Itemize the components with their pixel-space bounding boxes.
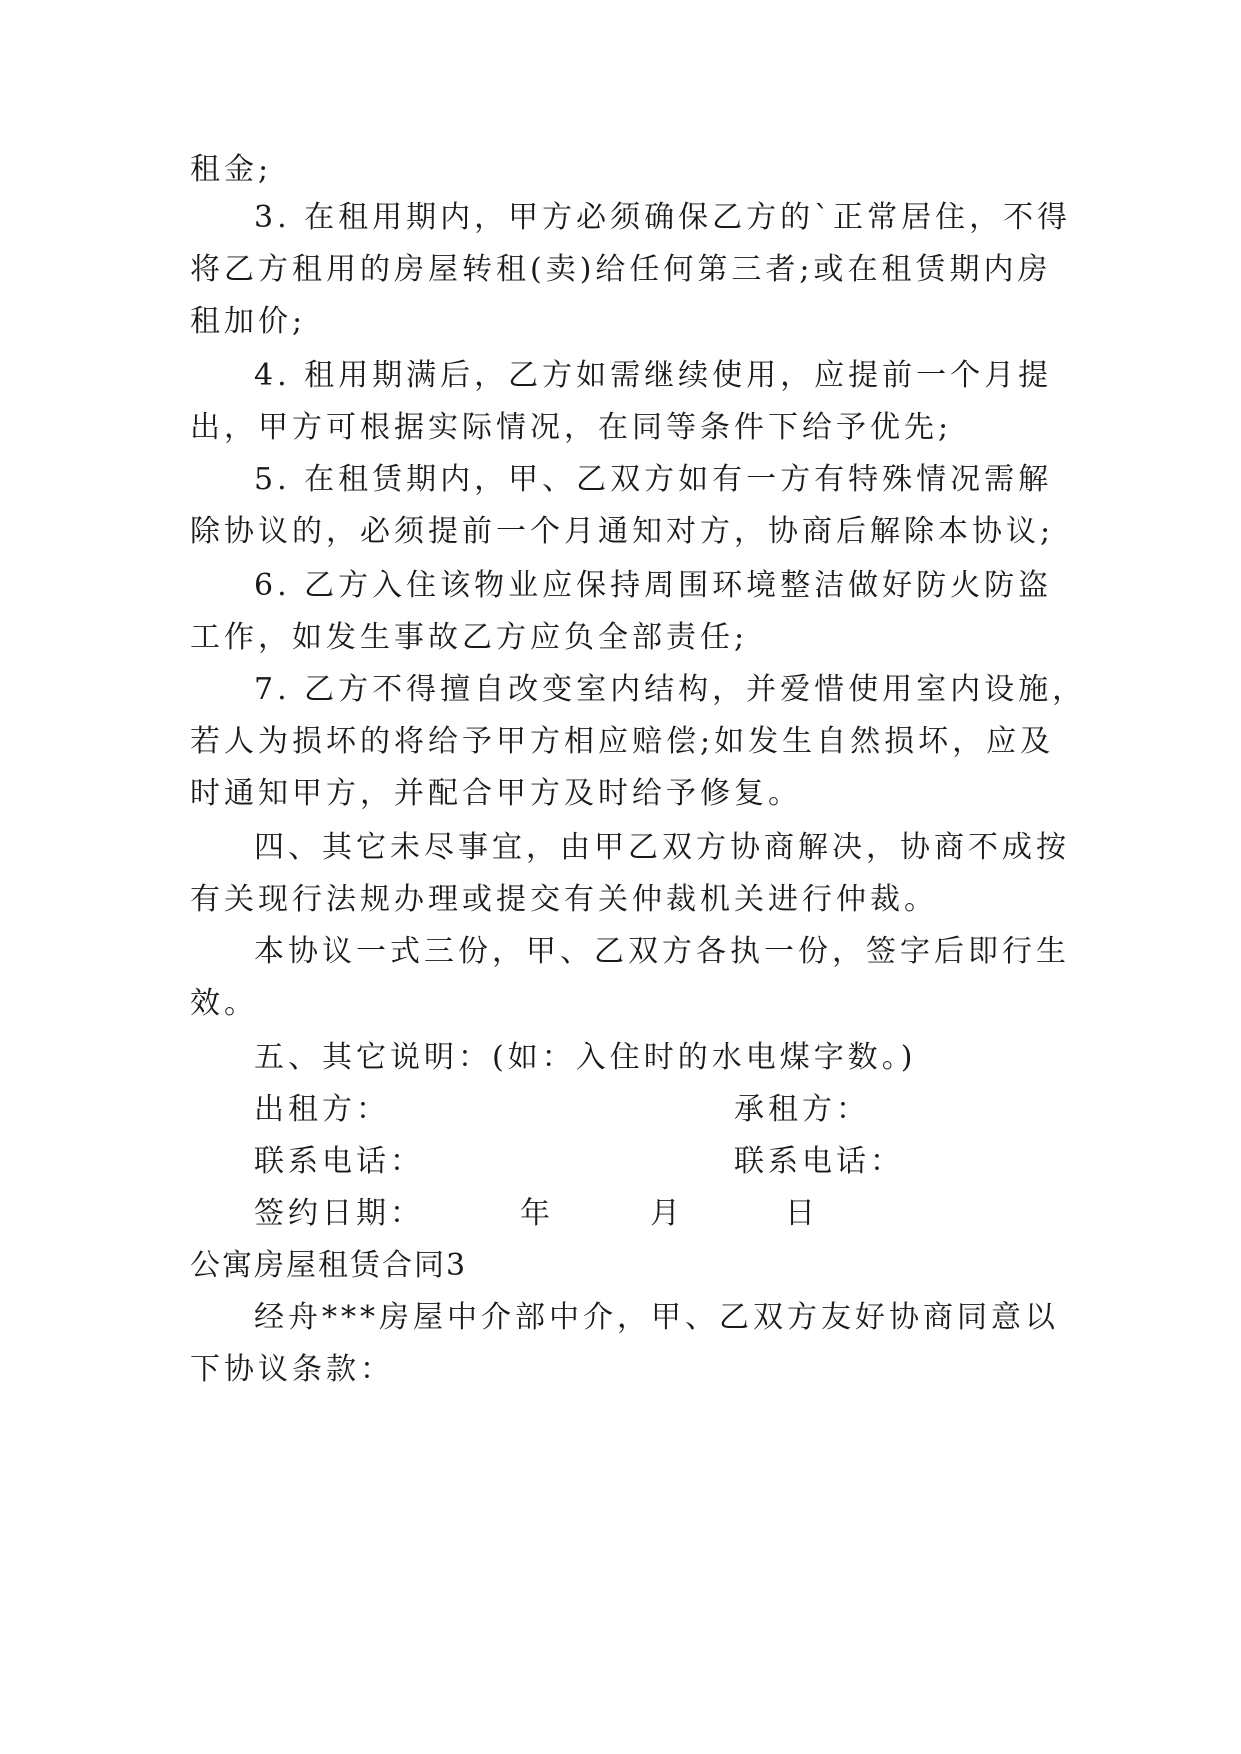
next-contract-title: 公寓房屋租赁合同3: [190, 1248, 468, 1283]
text-line: 租金;: [190, 152, 273, 187]
sign-date-day: 日: [785, 1196, 819, 1231]
clause-3-line-3: 租加价;: [190, 304, 307, 339]
clause-7-line-3: 时通知甲方，并配合甲方及时给予修复。: [190, 776, 802, 811]
clause-5-line-2: 除协议的，必须提前一个月通知对方，协商后解除本协议;: [190, 514, 1055, 549]
clause-7-line-2: 若人为损坏的将给予甲方相应赔偿;如发生自然损坏，应及: [190, 724, 1055, 759]
lessor-phone-label: 联系电话：: [254, 1144, 424, 1179]
sign-date-month: 月: [650, 1196, 684, 1231]
next-contract-intro-line-2: 下协议条款：: [190, 1352, 394, 1387]
section-5-line: 五、其它说明：(如：入住时的水电煤字数。): [254, 1040, 917, 1075]
clause-6-line-1: 6. 乙方入住该物业应保持周围环境整洁做好防火防盗: [254, 568, 1053, 603]
section-4-line-1: 四、其它未尽事宜，由甲乙双方协商解决，协商不成按: [254, 830, 1070, 865]
clause-7-line-1: 7. 乙方不得擅自改变室内结构，并爱惜使用室内设施，: [254, 672, 1087, 707]
copies-line-1: 本协议一式三份，甲、乙双方各执一份，签字后即行生: [254, 934, 1070, 969]
sign-date-label: 签约日期：: [254, 1196, 424, 1231]
clause-5-line-1: 5. 在租赁期内，甲、乙双方如有一方有特殊情况需解: [254, 462, 1053, 497]
sign-date-year: 年: [520, 1196, 554, 1231]
clause-4-line-1: 4. 租用期满后，乙方如需继续使用，应提前一个月提: [254, 358, 1053, 393]
lessor-label: 出租方：: [254, 1092, 390, 1127]
clause-3-line-1: 3. 在租用期内，甲方必须确保乙方的`正常居住，不得: [254, 200, 1072, 235]
section-4-line-2: 有关现行法规办理或提交有关仲裁机关进行仲裁。: [190, 882, 938, 917]
clause-6-line-2: 工作，如发生事故乙方应负全部责任;: [190, 620, 749, 655]
copies-line-2: 效。: [190, 986, 258, 1021]
clause-3-line-2: 将乙方租用的房屋转租(卖)给任何第三者;或在租赁期内房: [190, 252, 1052, 287]
lessee-phone-label: 联系电话：: [734, 1144, 904, 1179]
next-contract-intro-line-1: 经舟***房屋中介部中介，甲、乙双方友好协商同意以: [254, 1300, 1059, 1335]
lessee-label: 承租方：: [734, 1092, 870, 1127]
clause-4-line-2: 出，甲方可根据实际情况，在同等条件下给予优先;: [190, 410, 953, 445]
